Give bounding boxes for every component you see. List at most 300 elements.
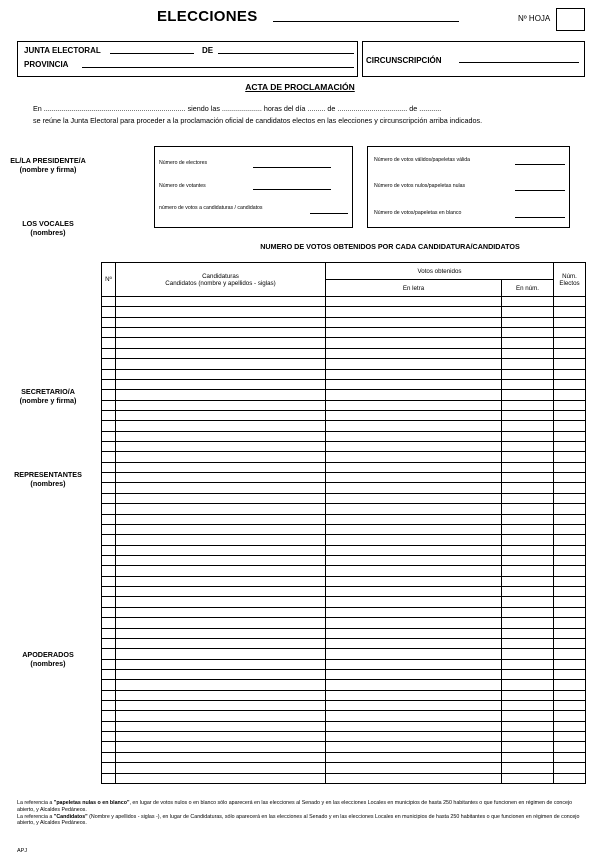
- table-cell[interactable]: [326, 473, 502, 483]
- table-cell[interactable]: [554, 442, 586, 452]
- stat-votantes-label: Número de votantes: [159, 183, 206, 189]
- table-cell[interactable]: [554, 649, 586, 659]
- table-cell[interactable]: [554, 587, 586, 597]
- table-cell[interactable]: [502, 359, 554, 369]
- provincia-field[interactable]: [82, 67, 354, 68]
- table-row: [102, 659, 586, 669]
- table-row: [102, 628, 586, 638]
- table-cell[interactable]: [326, 359, 502, 369]
- table-cell[interactable]: [326, 721, 502, 731]
- table-cell[interactable]: [502, 607, 554, 617]
- table-cell[interactable]: [502, 545, 554, 555]
- table-cell[interactable]: [326, 773, 502, 783]
- table-cell[interactable]: [102, 701, 116, 711]
- table-row: [102, 649, 586, 659]
- table-cell[interactable]: [116, 359, 326, 369]
- table-cell[interactable]: [554, 307, 586, 317]
- table-cell[interactable]: [502, 297, 554, 307]
- table-cell[interactable]: [326, 504, 502, 514]
- table-cell[interactable]: [102, 690, 116, 700]
- table-cell[interactable]: [116, 732, 326, 742]
- table-cell[interactable]: [102, 307, 116, 317]
- table-cell[interactable]: [102, 742, 116, 752]
- col-header-votos: Votos obtenidos: [326, 263, 554, 280]
- table-cell[interactable]: [102, 483, 116, 493]
- junta-electoral-label: JUNTA ELECTORAL: [24, 46, 101, 55]
- table-cell[interactable]: [116, 535, 326, 545]
- stats-box-left: [154, 146, 353, 228]
- table-cell[interactable]: [502, 504, 554, 514]
- table-cell[interactable]: [116, 763, 326, 773]
- table-cell[interactable]: [502, 628, 554, 638]
- table-cell[interactable]: [116, 680, 326, 690]
- table-cell[interactable]: [326, 607, 502, 617]
- table-cell[interactable]: [554, 576, 586, 586]
- table-cell[interactable]: [502, 597, 554, 607]
- table-cell[interactable]: [116, 400, 326, 410]
- table-cell[interactable]: [326, 462, 502, 472]
- table-cell[interactable]: [116, 307, 326, 317]
- table-cell[interactable]: [554, 338, 586, 348]
- table-cell[interactable]: [116, 701, 326, 711]
- table-row: [102, 732, 586, 742]
- table-cell[interactable]: [554, 701, 586, 711]
- table-cell[interactable]: [116, 638, 326, 648]
- representantes-label: REPRESENTANTES (nombres): [14, 470, 82, 488]
- table-cell[interactable]: [102, 473, 116, 483]
- table-cell[interactable]: [502, 431, 554, 441]
- table-cell[interactable]: [554, 297, 586, 307]
- table-cell[interactable]: [554, 390, 586, 400]
- table-cell[interactable]: [326, 442, 502, 452]
- table-cell[interactable]: [102, 410, 116, 420]
- table-cell[interactable]: [326, 524, 502, 534]
- elecciones-field[interactable]: [273, 21, 459, 22]
- circunscripcion-label: CIRCUNSCRIPCIÓN: [366, 56, 442, 65]
- intro-paragraph: [33, 103, 584, 126]
- table-cell[interactable]: [554, 618, 586, 628]
- table-cell[interactable]: [502, 338, 554, 348]
- col-header-num: Nº: [102, 263, 116, 297]
- table-cell[interactable]: [116, 452, 326, 462]
- table-row: [102, 607, 586, 617]
- table-cell[interactable]: [102, 462, 116, 472]
- table-cell[interactable]: [116, 421, 326, 431]
- table-cell[interactable]: [554, 555, 586, 565]
- table-cell[interactable]: [502, 732, 554, 742]
- table-cell[interactable]: [116, 576, 326, 586]
- table-cell[interactable]: [554, 545, 586, 555]
- table-cell[interactable]: [102, 379, 116, 389]
- stat-candidaturas-label: número de votos a candidaturas / candidatos: [159, 205, 263, 211]
- table-cell[interactable]: [502, 752, 554, 762]
- table-row: [102, 680, 586, 690]
- table-cell[interactable]: [102, 348, 116, 358]
- table-cell[interactable]: [326, 711, 502, 721]
- table-cell[interactable]: [102, 431, 116, 441]
- table-cell[interactable]: [502, 763, 554, 773]
- table-cell[interactable]: [502, 317, 554, 327]
- table-cell[interactable]: [116, 442, 326, 452]
- table-cell[interactable]: [102, 390, 116, 400]
- table-cell[interactable]: [102, 649, 116, 659]
- table-cell[interactable]: [502, 576, 554, 586]
- table-cell[interactable]: [502, 649, 554, 659]
- table-row: [102, 504, 586, 514]
- acta-title: ACTA DE PROCLAMACIÓN: [245, 82, 355, 92]
- table-cell[interactable]: [326, 669, 502, 679]
- table-cell[interactable]: [116, 628, 326, 638]
- table-cell[interactable]: [326, 307, 502, 317]
- table-row: [102, 493, 586, 503]
- table-cell[interactable]: [502, 400, 554, 410]
- table-cell[interactable]: [116, 328, 326, 338]
- table-cell[interactable]: [502, 493, 554, 503]
- table-cell[interactable]: [502, 555, 554, 565]
- table-cell[interactable]: [554, 763, 586, 773]
- table-cell[interactable]: [116, 431, 326, 441]
- table-cell[interactable]: [102, 545, 116, 555]
- table-cell[interactable]: [326, 566, 502, 576]
- table-cell[interactable]: [502, 410, 554, 420]
- table-cell[interactable]: [116, 545, 326, 555]
- table-row: [102, 473, 586, 483]
- table-cell[interactable]: [554, 473, 586, 483]
- table-cell[interactable]: [326, 576, 502, 586]
- stat-blanco-field[interactable]: [515, 217, 565, 218]
- table-cell[interactable]: [326, 400, 502, 410]
- table-cell[interactable]: [102, 566, 116, 576]
- table-cell[interactable]: [554, 566, 586, 576]
- table-cell[interactable]: [502, 483, 554, 493]
- footnote-1: La referencia a "papeletas nulas o en blanco", en lugar de votos nulos o en blanco sólo aparecerá en las elecciones al Senado y en las elecciones Locales en municipios de hasta 250 habitantes o que funcionen en régimen de concejo abierto, y Alcaldes Pedáneos.: [17, 800, 573, 813]
- table-cell[interactable]: [116, 317, 326, 327]
- table-cell[interactable]: [102, 607, 116, 617]
- table-cell[interactable]: [502, 742, 554, 752]
- table-cell[interactable]: [102, 338, 116, 348]
- secretario-label: SECRETARIO/A (nombre y firma): [19, 387, 77, 405]
- table-cell[interactable]: [102, 763, 116, 773]
- de-field[interactable]: [218, 53, 354, 54]
- stat-nulos-field[interactable]: [515, 190, 565, 191]
- table-cell[interactable]: [116, 742, 326, 752]
- table-cell[interactable]: [554, 711, 586, 721]
- table-cell[interactable]: [326, 328, 502, 338]
- table-row: [102, 359, 586, 369]
- table-cell[interactable]: [554, 504, 586, 514]
- table-cell[interactable]: [116, 493, 326, 503]
- table-cell[interactable]: [116, 752, 326, 762]
- table-cell[interactable]: [326, 421, 502, 431]
- table-cell[interactable]: [502, 452, 554, 462]
- table-cell[interactable]: [326, 317, 502, 327]
- table-cell[interactable]: [502, 680, 554, 690]
- table-cell[interactable]: [326, 597, 502, 607]
- table-cell[interactable]: [116, 462, 326, 472]
- table-cell[interactable]: [554, 524, 586, 534]
- junta-provincia-box: [17, 41, 358, 77]
- table-cell[interactable]: [116, 607, 326, 617]
- stat-validos-label: Número de votos válidos/papeletas válida: [374, 157, 471, 163]
- table-cell[interactable]: [554, 348, 586, 358]
- table-cell[interactable]: [554, 638, 586, 648]
- table-cell[interactable]: [502, 659, 554, 669]
- table-cell[interactable]: [326, 452, 502, 462]
- table-cell[interactable]: [326, 535, 502, 545]
- table-cell[interactable]: [554, 369, 586, 379]
- table-cell[interactable]: [554, 462, 586, 472]
- table-cell[interactable]: [116, 473, 326, 483]
- table-cell[interactable]: [502, 390, 554, 400]
- table-cell[interactable]: [102, 317, 116, 327]
- table-cell[interactable]: [326, 514, 502, 524]
- table-cell[interactable]: [116, 773, 326, 783]
- provincia-label: PROVINCIA: [24, 60, 69, 69]
- table-cell[interactable]: [502, 462, 554, 472]
- table-cell[interactable]: [502, 442, 554, 452]
- table-cell[interactable]: [554, 628, 586, 638]
- table-cell[interactable]: [326, 752, 502, 762]
- table-row: [102, 348, 586, 358]
- table-cell[interactable]: [326, 659, 502, 669]
- table-row: [102, 763, 586, 773]
- table-cell[interactable]: [554, 359, 586, 369]
- col-header-en-numero: En núm.: [502, 280, 554, 297]
- table-cell[interactable]: [326, 348, 502, 358]
- votes-table: [101, 262, 586, 784]
- table-cell[interactable]: [116, 338, 326, 348]
- table-cell[interactable]: [116, 297, 326, 307]
- table-cell[interactable]: [326, 649, 502, 659]
- table-cell[interactable]: [116, 504, 326, 514]
- table-cell[interactable]: [502, 473, 554, 483]
- intro-line-2: se reúne la Junta Electoral para proceder a la proclamación oficial de candidatos electos en las elecciones y circunscripción arriba indicados.: [33, 115, 483, 125]
- table-row: [102, 669, 586, 679]
- table-cell[interactable]: [554, 742, 586, 752]
- table-cell[interactable]: [326, 369, 502, 379]
- table-cell[interactable]: [116, 659, 326, 669]
- circunscripcion-field[interactable]: [459, 62, 579, 63]
- table-cell[interactable]: [326, 483, 502, 493]
- junta-electoral-field[interactable]: [110, 53, 194, 54]
- table-cell[interactable]: [554, 317, 586, 327]
- table-cell[interactable]: [116, 690, 326, 700]
- table-cell[interactable]: [554, 680, 586, 690]
- table-cell[interactable]: [326, 545, 502, 555]
- table-cell[interactable]: [554, 410, 586, 420]
- table-cell[interactable]: [116, 721, 326, 731]
- table-cell[interactable]: [502, 307, 554, 317]
- table-cell[interactable]: [502, 535, 554, 545]
- table-cell[interactable]: [116, 369, 326, 379]
- table-cell[interactable]: [502, 369, 554, 379]
- table-cell[interactable]: [102, 514, 116, 524]
- table-cell[interactable]: [502, 773, 554, 783]
- table-cell[interactable]: [326, 701, 502, 711]
- stat-candidaturas-field[interactable]: [310, 213, 348, 214]
- table-cell[interactable]: [502, 587, 554, 597]
- table-row: [102, 618, 586, 628]
- table-cell[interactable]: [502, 721, 554, 731]
- table-row: [102, 307, 586, 317]
- table-cell[interactable]: [554, 400, 586, 410]
- table-cell[interactable]: [102, 442, 116, 452]
- table-cell[interactable]: [102, 628, 116, 638]
- table-cell[interactable]: [102, 638, 116, 648]
- table-cell[interactable]: [554, 690, 586, 700]
- table-cell[interactable]: [326, 379, 502, 389]
- table-cell[interactable]: [116, 348, 326, 358]
- table-row: [102, 514, 586, 524]
- table-cell[interactable]: [502, 328, 554, 338]
- table-cell[interactable]: [554, 721, 586, 731]
- table-cell[interactable]: [102, 597, 116, 607]
- table-row: [102, 555, 586, 565]
- table-cell[interactable]: [326, 618, 502, 628]
- table-cell[interactable]: [554, 535, 586, 545]
- table-cell[interactable]: [326, 410, 502, 420]
- table-cell[interactable]: [326, 493, 502, 503]
- table-row: [102, 742, 586, 752]
- table-cell[interactable]: [102, 773, 116, 783]
- table-cell[interactable]: [326, 555, 502, 565]
- table-cell[interactable]: [502, 638, 554, 648]
- table-cell[interactable]: [554, 483, 586, 493]
- table-cell[interactable]: [116, 555, 326, 565]
- table-cell[interactable]: [116, 514, 326, 524]
- table-cell[interactable]: [116, 669, 326, 679]
- presidente-label: EL/LA PRESIDENTE/A (nombre y firma): [10, 156, 86, 174]
- table-row: [102, 721, 586, 731]
- table-cell[interactable]: [102, 669, 116, 679]
- table-cell[interactable]: [554, 607, 586, 617]
- table-cell[interactable]: [326, 680, 502, 690]
- table-cell[interactable]: [116, 711, 326, 721]
- table-cell[interactable]: [326, 297, 502, 307]
- table-row: [102, 638, 586, 648]
- table-cell[interactable]: [102, 618, 116, 628]
- table-row: [102, 328, 586, 338]
- table-cell[interactable]: [502, 690, 554, 700]
- table-cell[interactable]: [116, 587, 326, 597]
- table-cell[interactable]: [554, 379, 586, 389]
- table-row: [102, 390, 586, 400]
- table-cell[interactable]: [554, 452, 586, 462]
- table-cell[interactable]: [502, 701, 554, 711]
- table-cell[interactable]: [102, 535, 116, 545]
- table-cell[interactable]: [326, 732, 502, 742]
- stat-votantes-field[interactable]: [253, 189, 331, 190]
- table-cell[interactable]: [102, 421, 116, 431]
- table-cell[interactable]: [502, 524, 554, 534]
- table-cell[interactable]: [502, 618, 554, 628]
- table-cell[interactable]: [502, 379, 554, 389]
- table-cell[interactable]: [102, 587, 116, 597]
- table-cell[interactable]: [554, 597, 586, 607]
- table-cell[interactable]: [326, 763, 502, 773]
- table-cell[interactable]: [326, 587, 502, 597]
- table-row: [102, 545, 586, 555]
- table-cell[interactable]: [554, 773, 586, 783]
- table-cell[interactable]: [326, 690, 502, 700]
- table-cell[interactable]: [102, 400, 116, 410]
- table-cell[interactable]: [554, 421, 586, 431]
- de-label: DE: [202, 46, 214, 55]
- table-cell[interactable]: [102, 711, 116, 721]
- table-row: [102, 752, 586, 762]
- table-cell[interactable]: [502, 421, 554, 431]
- apoderados-label: APODERADOS (nombres): [22, 650, 74, 668]
- table-cell[interactable]: [326, 338, 502, 348]
- table-cell[interactable]: [102, 576, 116, 586]
- table-cell[interactable]: [554, 431, 586, 441]
- table-cell[interactable]: [502, 669, 554, 679]
- table-cell[interactable]: [102, 721, 116, 731]
- table-cell[interactable]: [102, 328, 116, 338]
- table-cell[interactable]: [502, 514, 554, 524]
- table-cell[interactable]: [102, 732, 116, 742]
- table-cell[interactable]: [326, 638, 502, 648]
- table-cell[interactable]: [116, 649, 326, 659]
- table-cell[interactable]: [116, 390, 326, 400]
- table-cell[interactable]: [102, 359, 116, 369]
- table-cell[interactable]: [102, 297, 116, 307]
- table-cell[interactable]: [554, 732, 586, 742]
- hoja-label: Nº HOJA: [518, 14, 551, 23]
- table-cell[interactable]: [116, 566, 326, 576]
- table-cell[interactable]: [326, 742, 502, 752]
- table-cell[interactable]: [502, 348, 554, 358]
- table-cell[interactable]: [326, 431, 502, 441]
- table-cell[interactable]: [116, 597, 326, 607]
- table-cell[interactable]: [102, 659, 116, 669]
- footnotes: [17, 800, 587, 827]
- table-cell[interactable]: [116, 410, 326, 420]
- table-cell[interactable]: [554, 659, 586, 669]
- table-cell[interactable]: [116, 524, 326, 534]
- table-cell[interactable]: [554, 752, 586, 762]
- table-cell[interactable]: [502, 566, 554, 576]
- stat-electores-field[interactable]: [253, 167, 331, 168]
- intro-line-1: En ....................................................................... siendo las .................... horas del día ......... de ................................... de ...........: [33, 104, 442, 113]
- hoja-number-field[interactable]: [556, 8, 585, 31]
- table-cell[interactable]: [102, 555, 116, 565]
- stat-validos-field[interactable]: [515, 164, 565, 165]
- table-cell[interactable]: [116, 483, 326, 493]
- table-cell[interactable]: [102, 524, 116, 534]
- table-cell[interactable]: [554, 669, 586, 679]
- table-cell[interactable]: [102, 452, 116, 462]
- table-cell[interactable]: [554, 493, 586, 503]
- table-cell[interactable]: [326, 390, 502, 400]
- vocales-label: LOS VOCALES (nombres): [22, 219, 74, 237]
- table-cell[interactable]: [116, 379, 326, 389]
- table-cell[interactable]: [102, 680, 116, 690]
- table-cell[interactable]: [102, 504, 116, 514]
- table-cell[interactable]: [554, 328, 586, 338]
- table-cell[interactable]: [102, 752, 116, 762]
- table-cell[interactable]: [102, 493, 116, 503]
- table-row: [102, 483, 586, 493]
- table-cell[interactable]: [502, 711, 554, 721]
- col-header-en-letra: En letra: [326, 280, 502, 297]
- table-cell[interactable]: [102, 369, 116, 379]
- table-row: [102, 535, 586, 545]
- votes-section-title: NUMERO DE VOTOS OBTENIDOS POR CADA CANDIDATURA/CANDIDATOS: [260, 242, 520, 251]
- table-cell[interactable]: [326, 628, 502, 638]
- table-cell[interactable]: [554, 514, 586, 524]
- table-cell[interactable]: [116, 618, 326, 628]
